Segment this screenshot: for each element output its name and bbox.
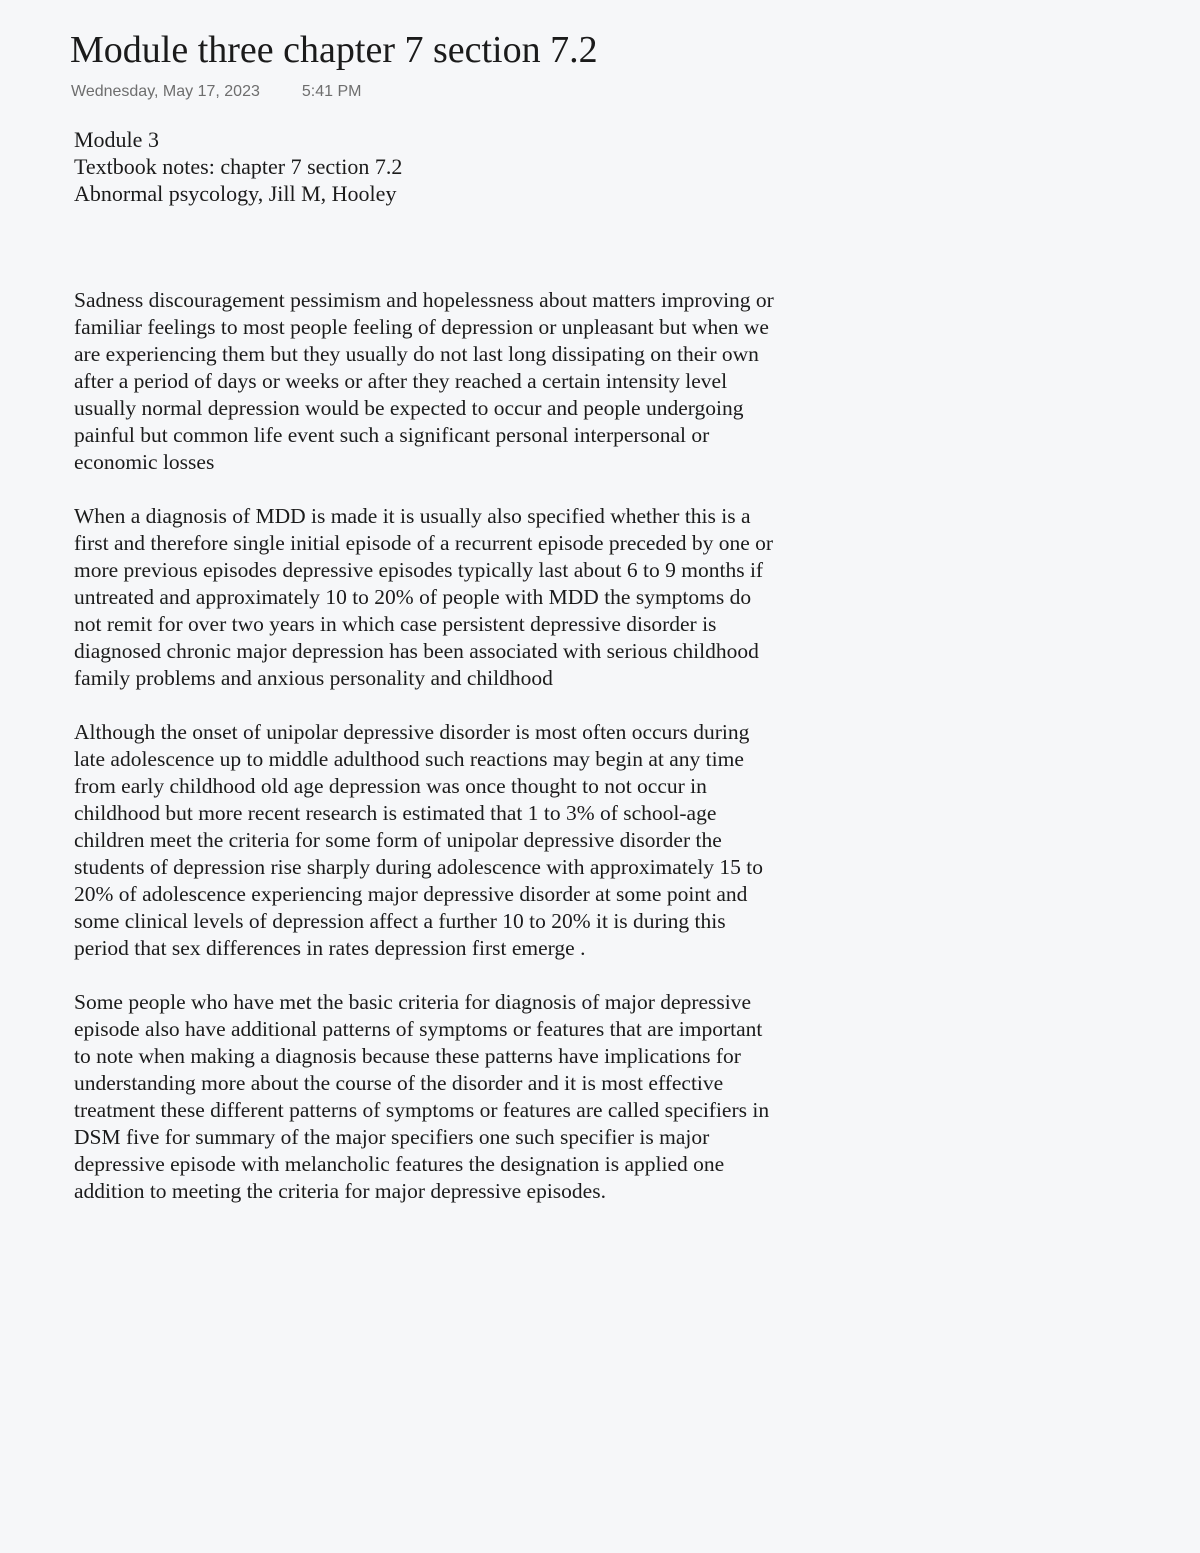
- page-title[interactable]: Module three chapter 7 section 7.2: [70, 29, 598, 71]
- paragraph: When a diagnosis of MDD is made it is usually also specified whether this is a first and therefore single initial episode of a recurrent episode preceded by one or more previous episodes depressive episodes typically last about 6 to 9 months if untreated and approximately 10 to 20% of people with MDD the symptoms do not remit for over two years in which case persistent depressive disorder is diagnosed chronic major depression has been associated with serious childhood family problems and anxious personality and childhood: [74, 504, 774, 690]
- source-line: Abnormal psycology, Jill M, Hooley: [74, 181, 397, 206]
- module-line: Module 3: [74, 127, 159, 152]
- note-time: 5:41 PM: [301, 83, 362, 100]
- paragraph: Some people who have met the basic criteria for diagnosis of major depressive episode also have additional patterns of symptoms or features that are important to note when making a diagnosis because these patterns have implications for understanding more about the course of the disorder and it is most effective treatment these different patterns of symptoms or features are called specifiers in DSM five for summary of the major specifiers one such specifier is major depressive episode with melancholic features the designation is applied one addition to meeting the criteria for major depressive episodes.: [74, 990, 770, 1203]
- paragraph: Sadness discouragement pessimism and hopelessness about matters improving or familiar feelings to most people feeling of depression or unpleasant but when we are experiencing them but they usually do not last long dissipating on their own after a period of days or weeks or after they reached a certain intensity level usually normal depression would be expected to occur and people undergoing painful but common life event such a significant personal interpersonal or economic losses: [74, 288, 774, 474]
- note-body[interactable]: [74, 287, 779, 1232]
- note-timestamp: [71, 81, 361, 103]
- textbook-notes-line: Textbook notes: chapter 7 section 7.2: [74, 154, 403, 179]
- note-header-block[interactable]: [74, 126, 774, 207]
- paragraph: Although the onset of unipolar depressive disorder is most often occurs during late adolescence up to middle adulthood such reactions may begin at any time from early childhood old age depression was once thought to not occur in childhood but more recent research is estimated that 1 to 3% of school-age children meet the criteria for some form of unipolar depressive disorder the students of depression rise sharply during adolescence with approximately 15 to 20% of adolescence experiencing major depressive disorder at some point and some clinical levels of depression affect a further 10 to 20% it is during this period that sex differences in rates depression first emerge .: [74, 720, 764, 960]
- note-date: Wednesday, May 17, 2023: [71, 83, 260, 100]
